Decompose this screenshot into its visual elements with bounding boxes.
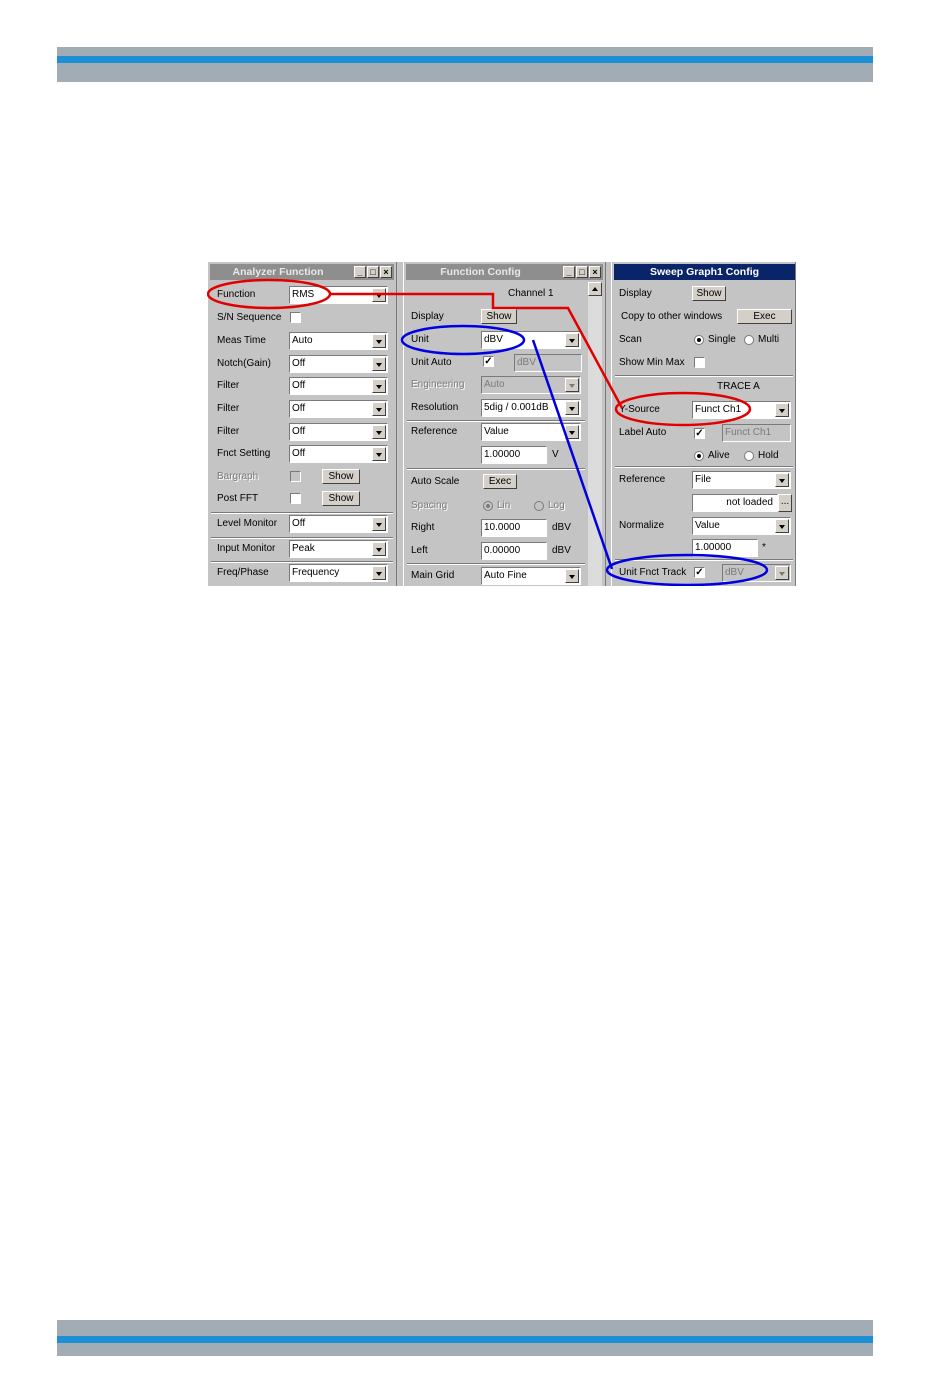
reference-number-value: 1.00000 [484,449,521,460]
reference-label: Reference [619,474,666,485]
bargraph-label: Bargraph [217,471,259,482]
window-title: Analyzer Function [232,266,324,278]
right-value: 10.0000 [484,522,521,533]
unit-fnct-track-value: dBV [725,567,744,578]
footer-bar-blue [57,1336,873,1343]
main-grid-label: Main Grid [411,570,455,581]
function-label: Function [217,289,256,300]
maximize-icon[interactable]: □ [576,266,588,278]
function-to-y-source-connector [330,294,622,408]
spacing-log-label: Log [548,500,565,511]
left-unit: dBV [552,545,571,556]
filter-label: Filter [217,403,240,414]
filter2-value: Off [292,403,306,414]
scan-single-label: Single [708,334,736,345]
filter-label: Filter [217,426,240,437]
normalize-value: Value [695,520,720,531]
copy-exec-button[interactable]: Exec [737,309,792,324]
unit-value: dBV [484,334,503,345]
hold-label: Hold [758,450,779,461]
unit-to-unit-fnct-track-connector [533,340,612,569]
resolution-value: 5dig / 0.001dB [484,402,549,413]
auto-scale-label: Auto Scale [411,476,460,487]
input-monitor-value: Peak [292,543,315,554]
spacing-lin-label: Lin [497,500,511,511]
unit-highlight-ellipse [402,326,524,354]
unit-label: Unit [411,334,429,345]
display-label: Display [619,288,652,299]
fnct-setting-value: Off [292,448,306,459]
unit-auto-label: Unit Auto [411,357,452,368]
reference-value: File [695,474,712,485]
notch-value: Off [292,358,306,369]
level-monitor-label: Level Monitor [217,518,278,529]
right-unit: dBV [552,522,571,533]
analyzer-screenshot [207,262,796,586]
normalize-number-value: 1.00000 [695,542,732,553]
filter-label: Filter [217,380,240,391]
label-auto-checkbox[interactable]: ✓ [695,428,704,439]
unit-fnct-track-highlight-ellipse [607,555,767,585]
normalize-label: Normalize [619,520,665,531]
meas-time-label: Meas Time [217,335,266,346]
sn-sequence-label: S/N Sequence [217,312,282,323]
unit-auto-value: dBV [517,357,536,368]
y-source-label: Y-Source [619,404,660,415]
freq-phase-label: Freq/Phase [217,567,269,578]
reference-unit: V [552,449,559,460]
display-label: Display [411,311,444,322]
right-label: Right [411,522,435,533]
reference-value: Value [484,426,509,437]
footer-bar-top [57,1320,873,1336]
display-show-button[interactable]: Show [481,309,517,324]
header-bar-top [57,47,873,56]
meas-time-value: Auto [292,335,313,346]
fnct-setting-label: Fnct Setting [217,448,271,459]
label-auto-value: Funct Ch1 [725,427,772,438]
browse-button[interactable]: ... [778,494,792,512]
engineering-label: Engineering [411,379,465,390]
normalize-unit: * [762,542,766,553]
display-show-button[interactable]: Show [692,286,726,301]
maximize-icon[interactable]: □ [367,266,379,278]
file-status: not loaded [726,497,773,508]
channel-label: Channel 1 [508,288,554,299]
footer-bar-bottom [57,1343,873,1356]
left-value: 0.00000 [484,545,521,556]
unit-auto-checkbox[interactable]: ✓ [484,356,493,367]
copy-to-other-windows-label: Copy to other windows [621,311,723,322]
y-source-value: Funct Ch1 [695,404,742,415]
function-highlight-ellipse [208,280,330,308]
auto-scale-exec-button[interactable]: Exec [483,474,517,489]
post-fft-show-button[interactable]: Show [322,491,360,506]
engineering-value: Auto [484,379,505,390]
show-min-max-label: Show Min Max [619,357,685,368]
window-title: Sweep Graph1 Config [649,266,760,278]
alive-label: Alive [708,450,730,461]
level-monitor-value: Off [292,518,306,529]
resolution-label: Resolution [411,402,459,413]
header-bar-blue [57,56,873,63]
spacing-label: Spacing [411,500,448,511]
function-value: RMS [292,289,315,300]
scan-multi-label: Multi [758,334,780,345]
unit-fnct-track-label: Unit Fnct Track [619,567,687,578]
filter3-value: Off [292,426,306,437]
filter1-value: Off [292,380,306,391]
notch-label: Notch(Gain) [217,358,271,369]
close-icon[interactable]: × [589,266,601,278]
left-label: Left [411,545,428,556]
trace-label: TRACE A [717,381,760,392]
label-auto-label: Label Auto [619,427,667,438]
header-bar-bottom [57,63,873,82]
close-icon[interactable]: × [380,266,392,278]
post-fft-label: Post FFT [217,493,259,504]
input-monitor-label: Input Monitor [217,543,276,554]
minimize-icon[interactable]: _ [354,266,366,278]
scan-label: Scan [619,334,642,345]
reference-label: Reference [411,426,458,437]
main-grid-value: Auto Fine [484,570,527,581]
annotation-overlay [207,262,796,586]
y-source-highlight-ellipse [616,393,750,425]
bargraph-show-button[interactable]: Show [322,469,360,484]
minimize-icon[interactable]: _ [563,266,575,278]
freq-phase-value: Frequency [292,567,340,578]
unit-fnct-track-checkbox[interactable]: ✓ [695,567,704,578]
window-title: Function Config [440,266,521,278]
